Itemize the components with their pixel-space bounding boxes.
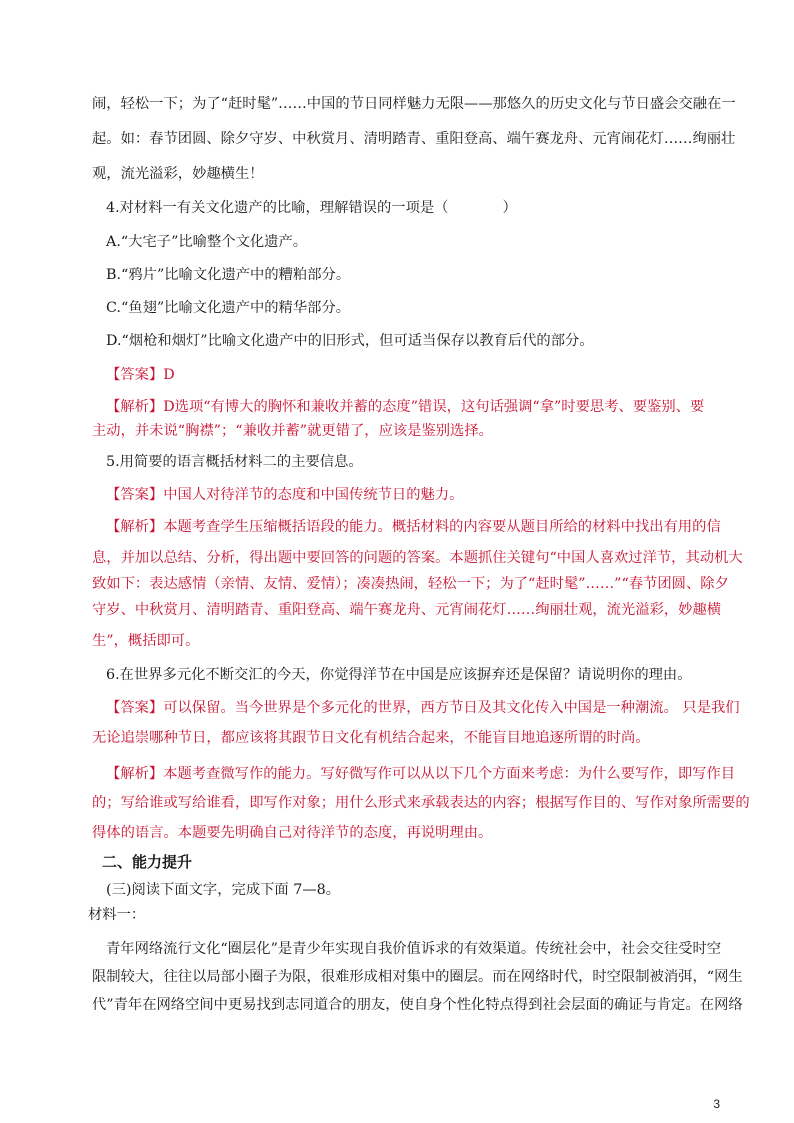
- analysis-5-cont: 致如下：表达感情（亲情、友情、爱情）；凑凑热闹，轻松一下；为了“赶时髦”……”“春节团圆、除夕: [92, 576, 729, 592]
- question-5-stem: 5.用简要的语言概括材料二的主要信息。: [106, 454, 363, 470]
- text-line: 起。如：春节团圆、除夕守岁、中秋赏月、清明踏青、重阳登高、端午赛龙舟、元宵闹花灯……绚丽壮: [92, 131, 736, 147]
- analysis-4: 【解析】D选项“有博大的胸怀和兼收并蓄的态度”错误，这句话强调“拿”时要思考、要鉴别、要: [106, 399, 705, 415]
- answer-6: 【答案】可以保留。当今世界是个多元化的世界，西方节日及其文化传入中国是一种潮流。 只是我们: [106, 700, 740, 716]
- analysis-5-cont: 守岁、中秋赏月、清明踏青、重阳登高、端午赛龙舟、元宵闹花灯……绚丽壮观，流光溢彩，妙趣横: [92, 602, 722, 618]
- question-6-stem: 6.在世界多元化不断交汇的今天，你觉得洋节在中国是应该摒弃还是保留？请说明你的理由。: [106, 667, 692, 683]
- reading-instruction: (三)阅读下面文字，完成下面 7—8。: [106, 882, 341, 898]
- material-paragraph: 青年网络流行文化“圈层化”是青少年实现自我价值诉求的有效渠道。传统社会中，社会交往受时空: [106, 941, 722, 957]
- analysis-4-cont: 主动，并未说“胸襟”；“兼收并蓄”就更错了，应该是鉴别选择。: [92, 423, 493, 439]
- analysis-5: 【解析】本题考查学生压缩概括语段的能力。概括材料的内容要从题目所给的材料中找出有用的信: [106, 519, 721, 535]
- analysis-5-cont: 生”，概括即可。: [92, 633, 200, 649]
- answer-5: 【答案】中国人对待洋节的态度和中国传统节日的魅力。: [106, 487, 464, 503]
- option-a: A.“大宅子”比喻整个文化遗产。: [106, 234, 308, 250]
- material-paragraph: 限制较大，往往以局部小圈子为限，很难形成相对集中的圈层。而在网络时代，时空限制被消弭，“网生: [92, 969, 743, 985]
- question-4-stem: 4.对材料一有关文化遗产的比喻，理解错误的一项是（ ）: [106, 200, 517, 216]
- page-number: 3: [713, 1097, 720, 1111]
- text-line: 观，流光溢彩，妙趣横生！: [92, 166, 264, 182]
- analysis-6-cont: 得体的语言。本题要先明确自己对待洋节的态度，再说明理由。: [92, 825, 493, 841]
- option-d: D.“烟枪和烟灯”比喻文化遗产中的旧形式，但可适当保存以教育后代的部分。: [106, 333, 594, 349]
- analysis-6: 【解析】本题考查微写作的能力。写好微写作可以从以下几个方面来考虑：为什么要写作，即写作目: [106, 766, 736, 782]
- answer-6-cont: 无论追崇哪种节日，都应该将其跟节日文化有机结合起来，不能盲目地追逐所谓的时尚。: [92, 730, 650, 746]
- material-paragraph: 代”青年在网络空间中更易找到志同道合的朋友，使自身个性化特点得到社会层面的确证与肯定。在网络: [92, 997, 743, 1013]
- analysis-6-cont: 的；写给谁或写给谁看，即写作对象；用什么形式来承载表达的内容；根据写作目的、写作对象所需要的: [92, 795, 750, 811]
- option-b: B.“鸦片”比喻文化遗产中的糟粕部分。: [106, 267, 351, 283]
- analysis-5-cont: 息，并加以总结、分析，得出题中要回答的问题的答案。本题抓住关键句“中国人喜欢过洋节，其动机大: [92, 550, 743, 566]
- section-heading: 二、能力提升: [102, 853, 193, 871]
- text-line: 闹，轻松一下；为了“赶时髦”……中国的节日同样魅力无限——那悠久的历史文化与节日盛会交融在一: [92, 96, 736, 112]
- answer-4: 【答案】D: [106, 367, 175, 383]
- material-label: 材料一：: [88, 907, 146, 923]
- option-c: C.“鱼翅”比喻文化遗产中的精华部分。: [106, 300, 351, 316]
